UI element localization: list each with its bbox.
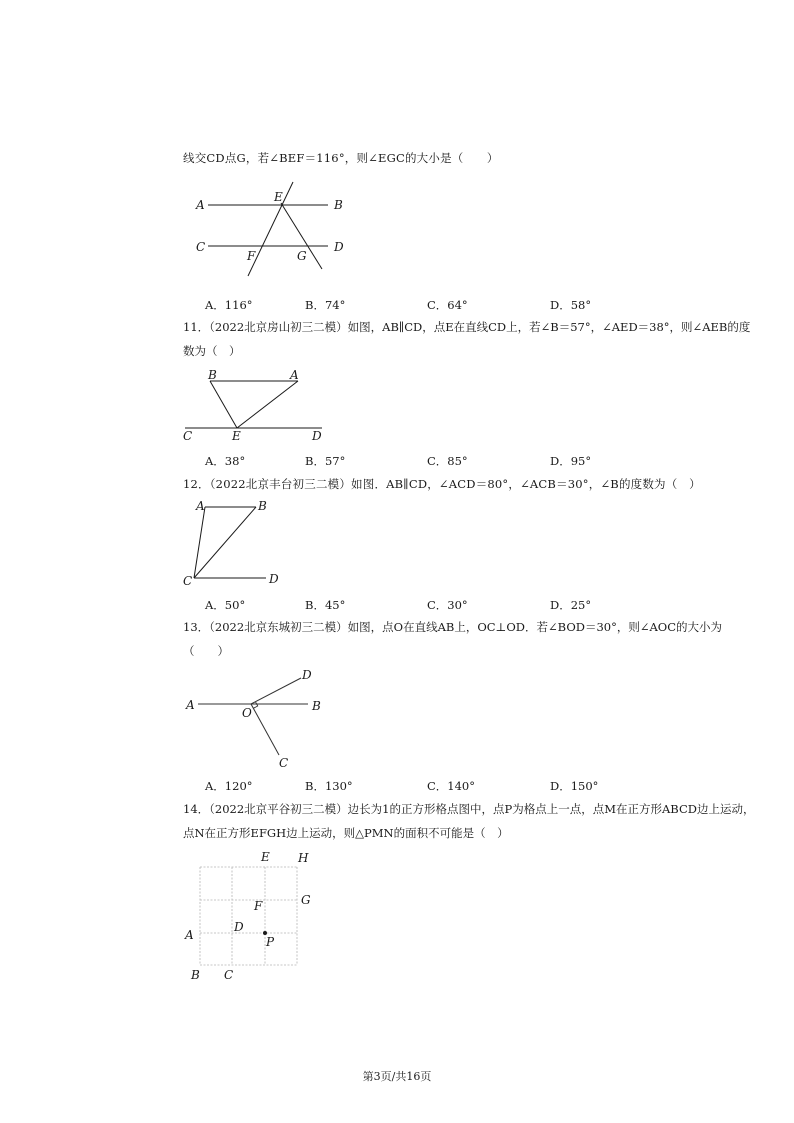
q10-option-d[interactable]: D．58° — [550, 298, 592, 312]
q14-grid — [200, 867, 297, 965]
q14-label-f: F — [254, 899, 263, 913]
q13-option-a[interactable]: A．120° — [205, 779, 253, 793]
q12-label-c: C — [183, 574, 193, 588]
q13-label-b: B — [312, 699, 321, 713]
q11-option-d[interactable]: D．95° — [550, 454, 592, 468]
q11-label-a: A — [290, 368, 299, 382]
q14-label-d: D — [234, 920, 244, 934]
q13-stem: 13．（2022北京东城初三二模）如图，点O在直线AB上，OC⊥OD．若∠BOD＝30°，则∠AOC的大小为（ ） — [183, 620, 723, 658]
q10-label-g: G — [297, 249, 307, 263]
q13-line-oc — [251, 704, 279, 755]
q11-label-d: D — [312, 429, 322, 443]
q12-figure — [180, 496, 290, 592]
q14-stem: 14．（2022北京平谷初三二模）边长为1的正方形格点图中，点P为格点上一点，点M在正方形ABCD边上运动，点N在正方形EFGH边上运动，则△PMN的面积不可能是（ ） — [183, 802, 755, 840]
q11-stem: 11．（2022北京房山初三二模）如图，AB∥CD，点E在直线CD上，若∠B＝57°，∠AED＝38°，则∠AEB的度数为（ ） — [183, 320, 751, 358]
q13-label-c: C — [279, 756, 289, 770]
q12-stem: 12．（2022北京丰台初三二模）如图．AB∥CD，∠ACD＝80°，∠ACB＝30°，∠B的度数为（ ） — [183, 477, 701, 491]
q12-option-c[interactable]: C．30° — [427, 598, 468, 612]
q14-label-b: B — [191, 968, 200, 982]
q13-label-a: A — [186, 698, 195, 712]
q10-label-f: F — [247, 249, 256, 263]
q13-option-c[interactable]: C．140° — [427, 779, 475, 793]
q10-figure — [190, 178, 360, 280]
q10-label-b: B — [334, 198, 343, 212]
q12-option-d[interactable]: D．25° — [550, 598, 592, 612]
page-footer: 第3页/共16页 — [362, 1070, 432, 1083]
q13-option-d[interactable]: D．150° — [550, 779, 599, 793]
q10-label-e: E — [274, 190, 283, 204]
q10-label-c: C — [196, 240, 206, 254]
q11-label-b: B — [208, 368, 217, 382]
q14-label-h: H — [298, 851, 309, 865]
q14-figure — [180, 848, 320, 984]
q11-line-ae — [237, 381, 298, 428]
q11-option-b[interactable]: B．57° — [305, 454, 346, 468]
q14-label-g: G — [301, 893, 311, 907]
q14-label-p: P — [266, 935, 275, 949]
q10-stem: 线交CD点G，若∠BEF＝116°，则∠EGC的大小是（ ） — [183, 151, 499, 165]
q10-label-d: D — [334, 240, 344, 254]
q10-label-a: A — [196, 198, 205, 212]
q14-label-e: E — [261, 850, 270, 864]
q12-option-a[interactable]: A．50° — [205, 598, 246, 612]
q13-label-o: O — [242, 706, 252, 720]
q11-label-e: E — [232, 429, 241, 443]
q12-option-b[interactable]: B．45° — [305, 598, 346, 612]
q10-option-a[interactable]: A．116° — [205, 298, 253, 312]
q12-label-d: D — [269, 572, 279, 586]
q12-label-b: B — [258, 499, 267, 513]
q11-line-be — [210, 381, 237, 428]
q11-label-c: C — [183, 429, 193, 443]
q11-option-c[interactable]: C．85° — [427, 454, 468, 468]
q13-line-od — [251, 678, 301, 704]
q13-figure — [184, 666, 334, 772]
q13-label-d: D — [302, 668, 312, 682]
q14-label-c: C — [224, 968, 234, 982]
q10-option-b[interactable]: B．74° — [305, 298, 346, 312]
q11-option-a[interactable]: A．38° — [205, 454, 246, 468]
q10-option-c[interactable]: C．64° — [427, 298, 468, 312]
q12-label-a: A — [196, 499, 205, 513]
q14-label-a: A — [185, 928, 194, 942]
q13-option-b[interactable]: B．130° — [305, 779, 353, 793]
q11-figure — [180, 366, 330, 446]
